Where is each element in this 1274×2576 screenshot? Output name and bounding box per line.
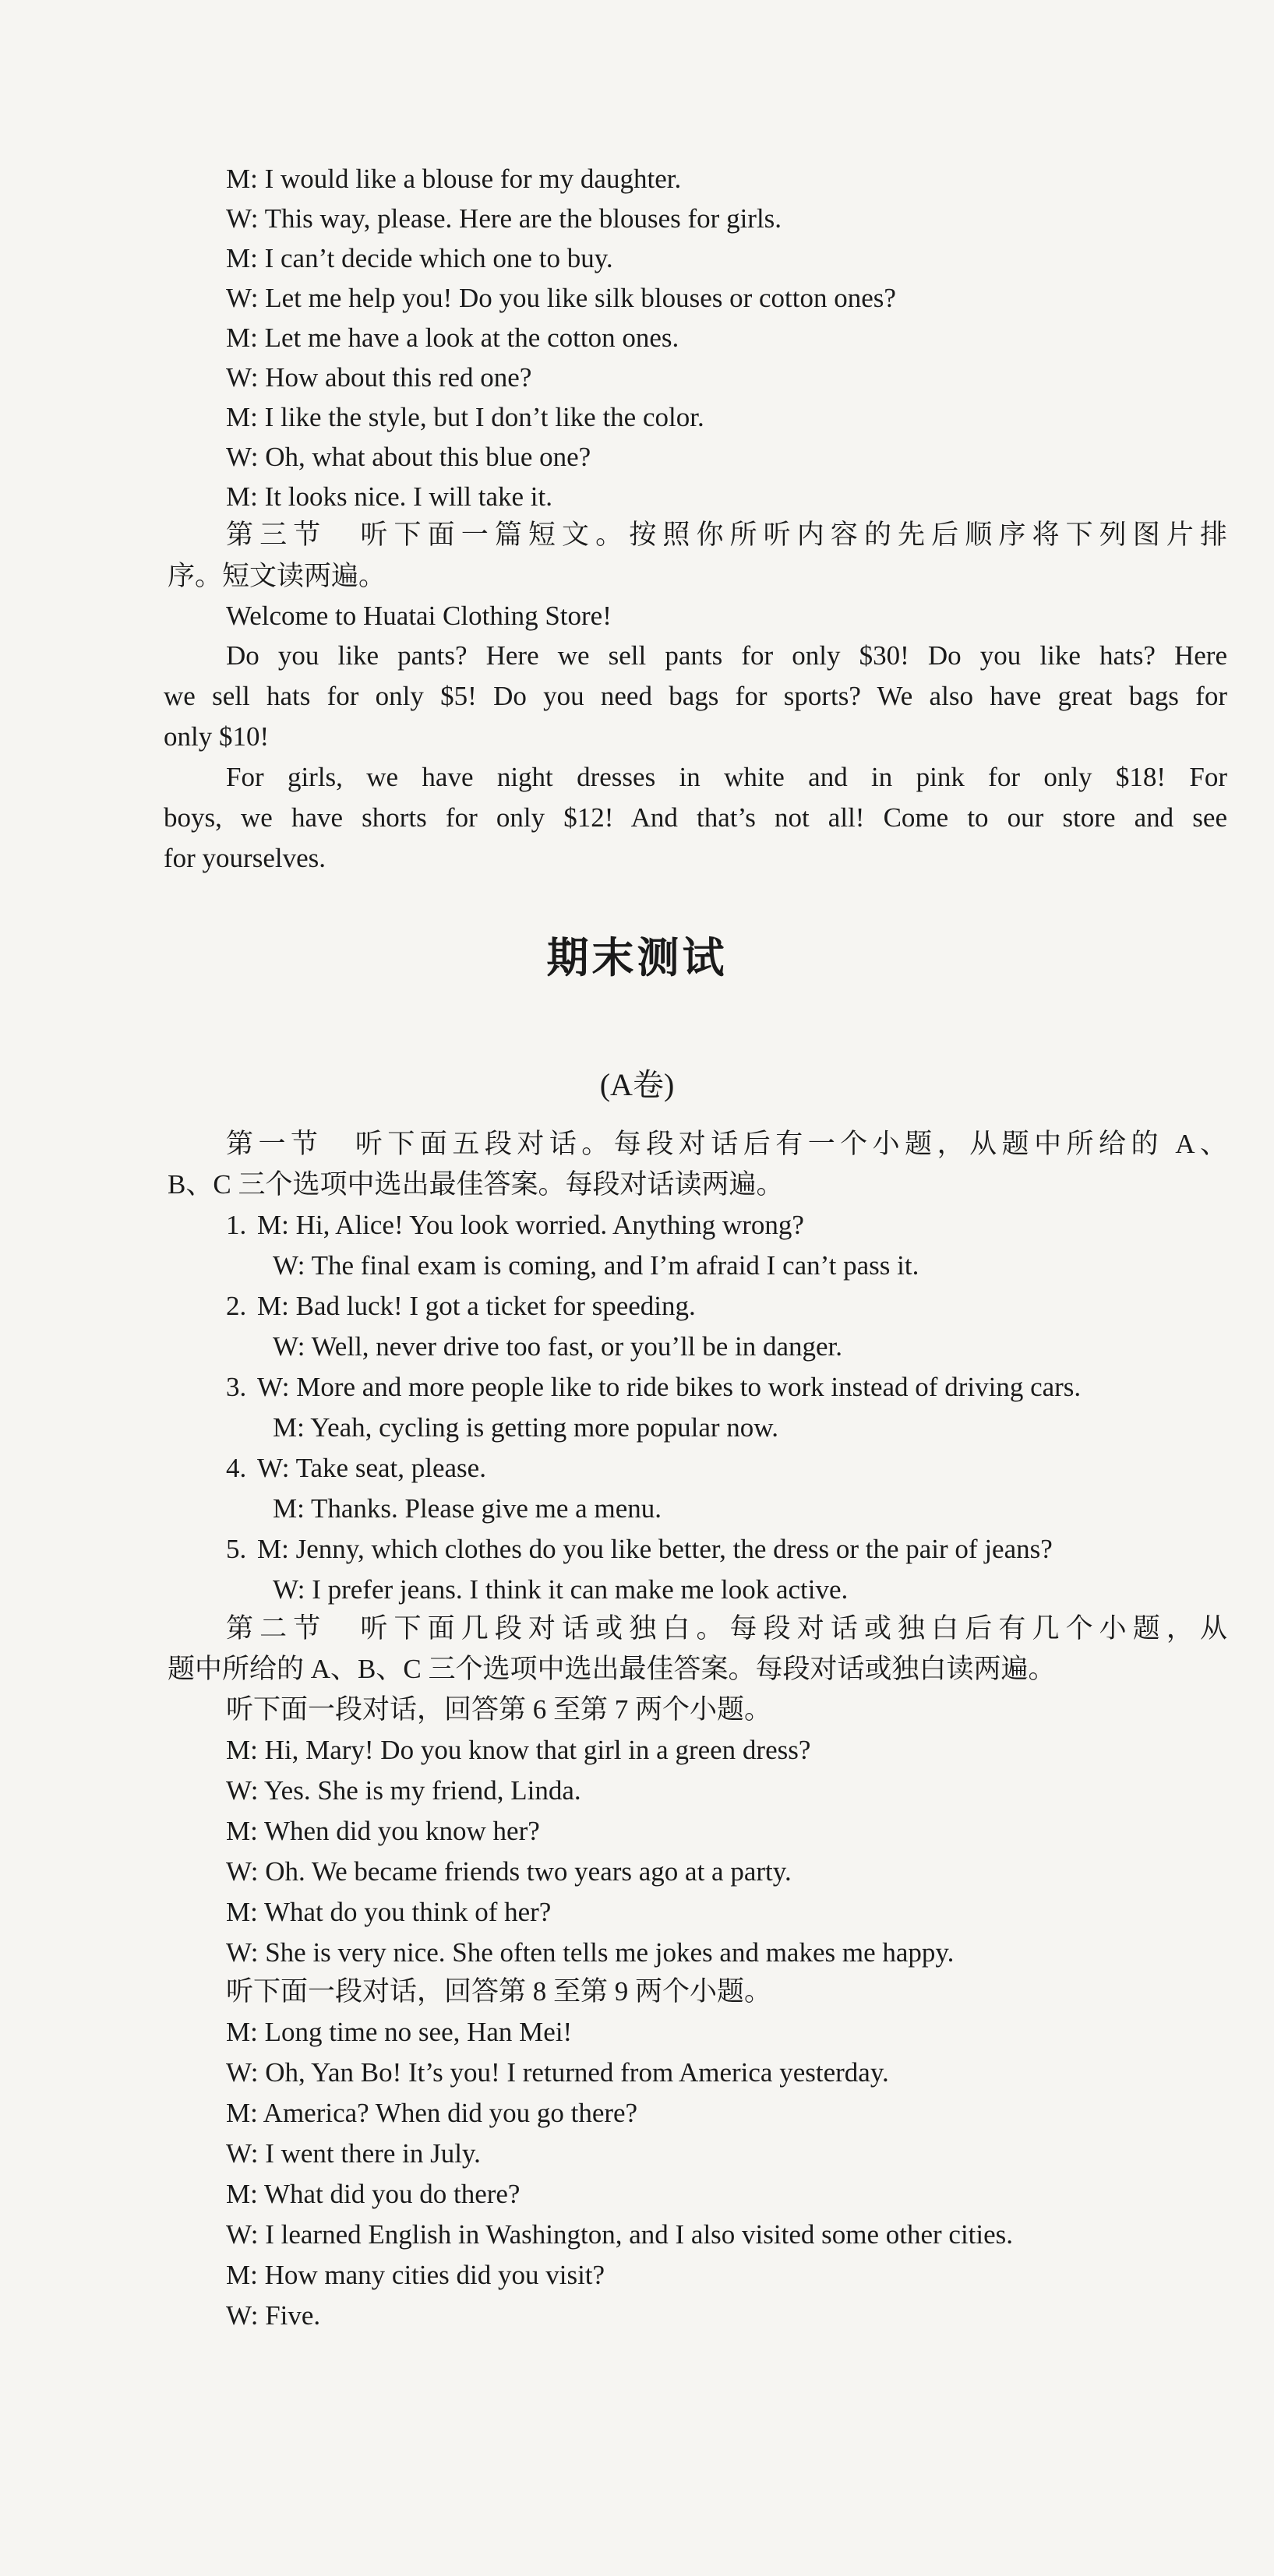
dialogue-line: W: Well, never drive too fast, or you’ll be in danger. (273, 1331, 843, 1362)
part2-instruction: 第二节 听下面几段对话或独白。每段对话或独白后有几个小题，从 (226, 1613, 1227, 1644)
dialogue-line: W: Let me help you! Do you like silk blouses or cotton ones? (226, 283, 896, 313)
dialogue-line: W: The final exam is coming, and I’m afraid I can’t pass it. (273, 1250, 919, 1281)
dialogue-heading: 听下面一段对话，回答第 6 至第 7 两个小题。 (226, 1694, 772, 1725)
section3-paragraph: Do you like pants? Here we sell pants for only $30! Do you like hats? Here (226, 640, 1227, 671)
dialogue-line: W: How about this red one? (226, 362, 532, 393)
dialogue-line: M: America? When did you go there? (226, 2098, 638, 2128)
dialogue-line: M: Hi, Mary! Do you know that girl in a green dress? (226, 1735, 811, 1765)
dialogue-line: M: When did you know her? (226, 1816, 540, 1846)
question-number: 2. (226, 1291, 247, 1321)
dialogue-line: W: Yes. She is my friend, Linda. (226, 1775, 581, 1806)
exam-subtitle: (A卷) (599, 1067, 675, 1102)
dialogue-line: M: Bad luck! I got a ticket for speeding. (257, 1291, 696, 1321)
section3-instruction: 第三节 听下面一篇短文。按照你所听内容的先后顺序将下列图片排 (226, 520, 1227, 550)
dialogue-line: M: Long time no see, Han Mei! (226, 2017, 573, 2047)
question-number: 1. (226, 1210, 247, 1240)
dialogue-line: W: Take seat, please. (257, 1453, 486, 1483)
exam-title: 期末测试 (546, 933, 728, 982)
section3-paragraph: For girls, we have night dresses in white and in pink for only $18! For (226, 762, 1227, 792)
question-number: 5. (226, 1534, 247, 1564)
section3-paragraph: for yourselves. (164, 843, 326, 873)
question-number: 3. (226, 1372, 247, 1402)
dialogue-heading: 听下面一段对话，回答第 8 至第 9 两个小题。 (226, 1976, 772, 2007)
part1-instruction: 第一节 听下面五段对话。每段对话后有一个小题，从题中所给的 A、 (226, 1129, 1227, 1159)
part2-instruction-cont: 题中所给的 A、B、C 三个选项中选出最佳答案。每段对话或独白读两遍。 (168, 1654, 1056, 1684)
dialogue-line: W: Oh, what about this blue one? (226, 442, 591, 472)
dialogue-line: W: This way, please. Here are the blouses for girls. (226, 203, 782, 234)
part1-instruction-cont: B、C 三个选项中选出最佳答案。每段对话读两遍。 (168, 1169, 784, 1200)
dialogue-line: W: Oh, Yan Bo! It’s you! I returned from America yesterday. (226, 2057, 889, 2088)
dialogue-line: M: How many cities did you visit? (226, 2260, 605, 2290)
dialogue-line: M: I would like a blouse for my daughter. (226, 164, 682, 194)
section3-welcome: Welcome to Huatai Clothing Store! (226, 601, 612, 631)
dialogue-line: W: I prefer jeans. I think it can make me look active. (273, 1574, 849, 1605)
dialogue-line: W: She is very nice. She often tells me jokes and makes me happy. (226, 1937, 955, 1968)
dialogue-line: M: What do you think of her? (226, 1897, 552, 1927)
dialogue-line: M: Jenny, which clothes do you like better, the dress or the pair of jeans? (257, 1534, 1053, 1564)
section3-paragraph: only $10! (164, 721, 270, 752)
dialogue-line: M: Yeah, cycling is getting more popular now. (273, 1412, 779, 1443)
dialogue-line: M: It looks nice. I will take it. (226, 481, 552, 512)
section3-instruction-cont: 序。短文读两遍。 (168, 561, 386, 591)
dialogue-line: W: More and more people like to ride bikes to work instead of driving cars. (257, 1372, 1082, 1402)
dialogue-line: M: Let me have a look at the cotton ones. (226, 322, 679, 353)
dialogue-line: W: Oh. We became friends two years ago at a party. (226, 1856, 792, 1887)
dialogue-line: M: I like the style, but I don’t like the color. (226, 402, 704, 432)
question-number: 4. (226, 1453, 247, 1483)
dialogue-line: W: I learned English in Washington, and I also visited some other cities. (226, 2219, 1014, 2250)
dialogue-line: M: Thanks. Please give me a menu. (273, 1493, 662, 1524)
section3-paragraph: we sell hats for only $5! Do you need bags for sports? We also have great bags for (164, 681, 1227, 711)
dialogue-line: W: I went there in July. (226, 2138, 481, 2169)
section3-paragraph: boys, we have shorts for only $12! And that’s not all! Come to our store and see (164, 802, 1227, 833)
dialogue-line: M: I can’t decide which one to buy. (226, 243, 613, 273)
dialogue-line: W: Five. (226, 2300, 321, 2331)
dialogue-line: M: What did you do there? (226, 2179, 521, 2209)
dialogue-line: M: Hi, Alice! You look worried. Anything wrong? (257, 1210, 804, 1240)
